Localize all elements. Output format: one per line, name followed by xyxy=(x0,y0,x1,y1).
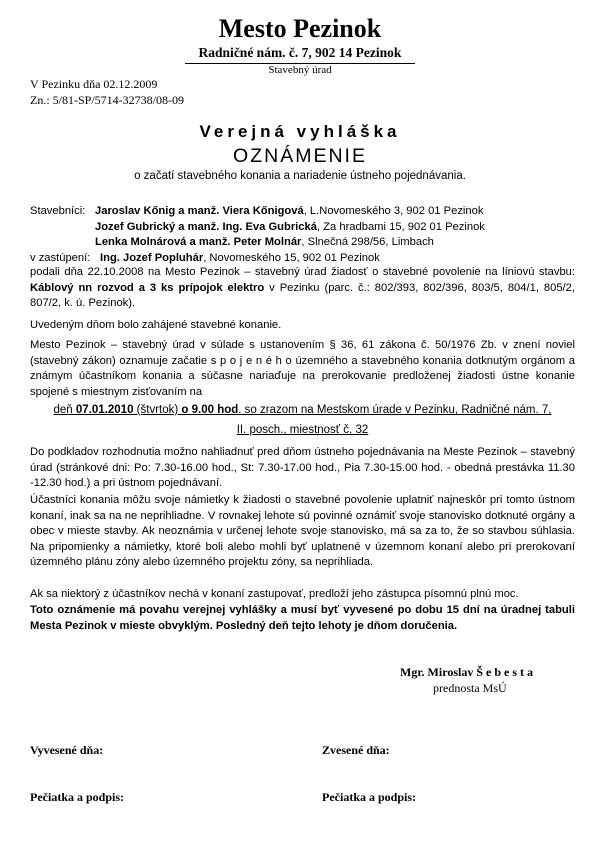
stamp-signature-right: Pečiatka a podpis: xyxy=(322,790,417,804)
office-name: Stavebný úrad xyxy=(268,64,332,76)
notice-paragraph: Mesto Pezinok – stavebný úrad v súlade s ustanovením § 36, 61 zákona č. 50/1976 Zb. v znení noviel (stavebný zákon) oznamuje začatie s p o j e n é h o územného a stavebného konania dotknutým orgánom a známym účastníkom konania a súčasne nariaďuje na prerokovanie predloženej žiadosti ústne konanie spojené s miestnym zisťovaním na xyxy=(30,339,575,398)
applicant-row xyxy=(30,220,575,236)
objections-paragraph: Účastníci konania môžu svoje námietky k žiadosti o stavebné povolenie uplatniť najneskôr pri tomto ústnom konaní, inak sa na ne neprihliadne. V rovnakej lehote sú povinné oznámiť svoje stanovisko dotknuté orgány a obec v mieste stavby. Ak neoznámia v určenej lehote svoje stanovisko, má sa za to, že so stavbou súhlasia. Na pripomienky a námietky, ktoré boli alebo mohli byť uplatnené v územnom konaní alebo pri prerokovaní územného plánu zóny alebo územného projektu zóny, sa neprihliada. xyxy=(30,494,575,568)
applicant-names: Jaroslav Kőnig a manž. Viera Kőnigová xyxy=(95,205,304,217)
town-title: Mesto Pezinok xyxy=(218,14,382,43)
closing-paragraph: Toto oznámenie má povahu verejnej vyhlášky a musí byť vyvesené po dobu 15 dní na úradnej tabuli Mesta Pezinok v mieste obvyklým. Posledný deň tejto lehoty je dňom doručenia. xyxy=(30,604,575,632)
meeting-time: o 9.00 hod xyxy=(181,404,239,416)
representation-paragraph: Ak sa niektorý z účastníkov nechá v konaní zastupovať, predloží jeho zástupca písomnú plnú moc. xyxy=(30,588,519,600)
representative-address: , Novomeského 15, 902 01 Pezinok xyxy=(203,251,380,264)
documents-paragraph: Do podkladov rozhodnutia možno nahliadnuť pred dňom ústneho pojednávania na Meste Pezinok – stavebný úrad (stránkové dni: Po: 7.30-16.00 hod., St: 7.30-17.00 hod., Pia 7.30-15.00 hod. - obedná prestávka 11.30 -12.30 hod.) a pri ústnom pojednávaní. xyxy=(30,446,575,489)
applicant-address: , L.Novomeského 3, 902 01 Pezinok xyxy=(303,205,484,217)
stamp-signature-left: Pečiatka a podpis: xyxy=(30,790,125,804)
town-address: Radničné nám. č. 7, 902 14 Pezinok xyxy=(198,45,402,60)
applicant-address: , Slnečná 298/56, Limbach xyxy=(301,236,434,248)
meeting-line: deň 07.01.2010 (štvrtok) o 9.00 hod. so zrazom na Mestskom úrade v Pezinku, Radničné nám. 7, xyxy=(53,404,552,416)
applicant-address: , Za hradbami 15, 902 01 Pezinok xyxy=(316,220,485,233)
representative-label: v zastúpení: xyxy=(30,251,91,264)
project-name: Káblový nn rozvod a 3 ks prípojok elektro xyxy=(30,281,265,294)
reference-number: Zn.: 5/81-SP/5714-32738/08-09 xyxy=(30,93,185,107)
notice-subheading: OZNÁMENIE xyxy=(233,145,367,167)
representative-name: Ing. Jozef Popluhár xyxy=(100,251,204,264)
applicant-row xyxy=(30,204,575,220)
applicants-label: Stavebníci: xyxy=(30,205,86,217)
applicant-row xyxy=(30,235,575,251)
signer-role: prednosta MsÚ xyxy=(433,681,507,695)
posted-date-label: Vyvesené dňa: xyxy=(30,743,104,757)
applicant-names: Jozef Gubrický a manž. Ing. Eva Gubrická xyxy=(95,220,317,233)
applicant-names: Lenka Molnárová a manž. Peter Molnár xyxy=(95,236,302,248)
initiated-paragraph: Uvedeným dňom bolo zahájené stavebné konanie. xyxy=(30,319,282,331)
notice-subject: o začatí stavebného konania a nariadenie ústneho pojednávania. xyxy=(134,170,466,182)
signer-name: Mgr. Miroslav Š e b e s t a xyxy=(400,665,533,679)
meeting-date: 07.01.2010 xyxy=(75,404,134,416)
representative-row xyxy=(30,251,575,267)
applicants-block xyxy=(30,204,575,266)
submission-paragraph: podali dňa 22.10.2008 na Mesto Pezinok – stavebný úrad žiadosť o stavebné povolenie na líniovú stavbu: Káblový nn rozvod a 3 ks prípojok elektro v Pezinku (parc. č.: 802/393, 802/396, 803/5, 804/1, 805/2, 807/2, k. ú. Pezinok). xyxy=(30,266,575,309)
meeting-room: II. posch., miestnosť č. 32 xyxy=(236,424,369,436)
place-date: V Pezinku dňa 02.12.2009 xyxy=(30,77,158,91)
notice-heading: Verejná vyhláška xyxy=(199,122,401,141)
removed-date-label: Zvesené dňa: xyxy=(322,743,390,757)
